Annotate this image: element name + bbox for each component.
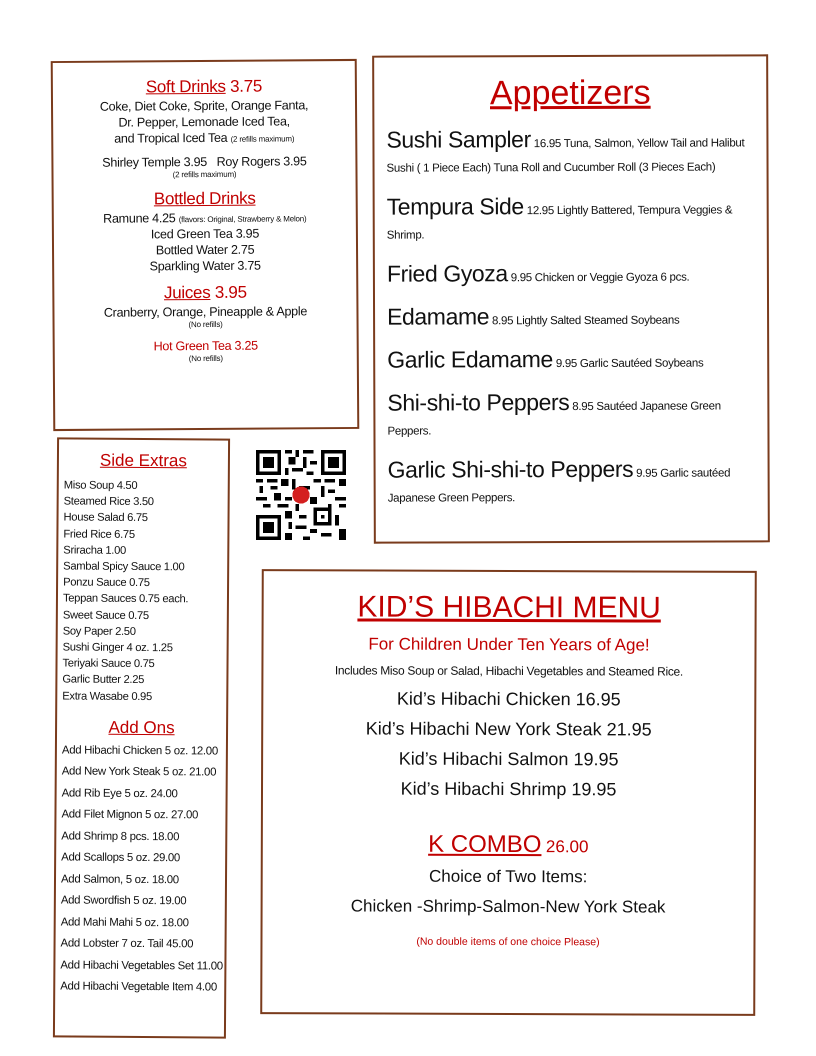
kids-menu-title: KID’S HIBACHI MENU	[357, 590, 661, 625]
kids-menu-subtitle: For Children Under Ten Years of Age!	[368, 634, 650, 655]
appetizer-name: Edamame	[387, 303, 490, 330]
juices-title: Juices	[163, 282, 211, 303]
soft-drinks-price: 3.75	[230, 76, 263, 96]
appetizer-desc: 9.95 Garlic sautéed Japanese Green Peppers.	[387, 467, 731, 505]
side-extras-title: Side Extras	[99, 450, 187, 471]
appetizer-name: Shi-shi-to Peppers	[387, 389, 570, 416]
list-item: Add Lobster 7 oz. Tail 45.00	[60, 937, 194, 951]
list-item: Add Mahi Mahi 5 oz. 18.00	[60, 916, 189, 930]
kids-menu-box	[260, 569, 757, 1016]
k-combo-price: 26.00	[545, 837, 589, 857]
appetizer-desc: 8.95 Lightly Salted Steamed Soybeans	[491, 314, 680, 328]
bottled-drinks-title: Bottled Drinks	[153, 188, 256, 209]
appetizer-item	[387, 303, 757, 333]
k-combo-line-2: Chicken -Shrimp-Salmon-New York Steak	[350, 896, 666, 917]
list-item: House Salad 6.75	[63, 511, 148, 525]
juices-price: 3.95	[214, 282, 247, 302]
temple-note: (2 refills maximum)	[172, 169, 237, 180]
kids-item: Kid’s Hibachi New York Steak 21.95	[365, 718, 652, 740]
juices-heading	[64, 281, 346, 305]
soft-drinks-line-3-wrap	[63, 129, 345, 147]
k-combo-heading	[263, 829, 754, 861]
list-item: Teppan Sauces 0.75 each.	[62, 592, 189, 606]
soft-drinks-title: Soft Drinks	[145, 76, 226, 97]
list-item: Ponzu Sauce 0.75	[63, 576, 150, 590]
appetizer-item	[388, 456, 758, 510]
k-combo-line-1: Choice of Two Items:	[428, 866, 588, 887]
list-item: Fried Rice 6.75	[63, 528, 135, 541]
soft-drinks-line-3: and Tropical Iced Tea	[114, 130, 228, 146]
list-item: Sweet Sauce 0.75	[62, 609, 149, 622]
appetizer-item	[387, 193, 757, 247]
juices-note: (No refills)	[188, 319, 223, 330]
list-item: Sambal Spicy Sauce 1.00	[63, 560, 185, 574]
ramune: Ramune 4.25	[103, 211, 176, 226]
list-item: Add Hibachi Chicken 5 oz. 12.00	[61, 744, 218, 758]
soft-drinks-note: (2 refills maximum)	[230, 134, 295, 144]
appetizer-desc: 8.95 Sautéed Japanese Green Peppers.	[387, 400, 721, 438]
list-item: Teriyaki Sauce 0.75	[62, 657, 155, 671]
appetizer-item	[386, 126, 756, 180]
list-item: Add New York Steak 5 oz. 21.00	[61, 765, 217, 779]
side-extras-list	[57, 477, 228, 705]
list-item: Sriracha 1.00	[63, 544, 127, 557]
list-item: Add Hibachi Vegetable Item 4.00	[60, 980, 217, 994]
list-item: Sushi Ginger 4 oz. 1.25	[62, 641, 173, 655]
list-item: Add Rib Eye 5 oz. 24.00	[61, 787, 178, 801]
hot-green-tea-note: (No refills)	[188, 353, 223, 364]
kids-item: Kid’s Hibachi Salmon 19.95	[398, 748, 619, 770]
appetizer-name: Garlic Shi-shi-to Peppers	[387, 455, 634, 483]
appetizer-name: Sushi Sampler	[386, 126, 531, 153]
kids-item: Kid’s Hibachi Shrimp 19.95	[400, 778, 617, 800]
k-combo-note: (No double items of one choice Please)	[416, 935, 600, 949]
k-combo-title: K COMBO	[428, 830, 542, 859]
appetizers-title: Appetizers	[489, 73, 651, 113]
hot-green-tea: Hot Green Tea 3.25	[153, 338, 258, 354]
appetizer-item	[387, 346, 757, 376]
add-ons-title: Add Ons	[108, 717, 175, 738]
appetizer-name: Tempura Side	[386, 193, 524, 220]
appetizer-desc: 16.95 Tuna, Salmon, Yellow Tail and Halibut Sushi ( 1 Piece Each) Tuna Roll and Cucumber Roll (3 Pieces Each)	[386, 137, 745, 175]
list-item: Add Hibachi Vegetables Set 11.00	[60, 959, 223, 973]
add-ons-list	[55, 740, 226, 999]
side-extras-box	[53, 437, 230, 1038]
list-item: Add Shrimp 8 pcs. 18.00	[61, 830, 180, 844]
appetizer-item	[387, 260, 757, 290]
list-item: Steamed Rice 3.50	[63, 495, 154, 509]
appetizer-item	[387, 389, 757, 443]
drinks-box	[51, 59, 360, 431]
iced-green-tea: Iced Green Tea 3.95	[150, 226, 260, 242]
list-item: Extra Wasabe 0.95	[62, 690, 152, 703]
list-item: Soy Paper 2.50	[62, 625, 136, 638]
temple-line: Shirley Temple 3.95 Roy Rogers 3.95	[102, 154, 307, 170]
bottled-water: Bottled Water 2.75	[155, 242, 255, 258]
kids-item: Kid’s Hibachi Chicken 16.95	[396, 688, 621, 710]
sparkling-water: Sparkling Water 3.75	[149, 258, 261, 274]
list-item: Add Swordfish 5 oz. 19.00	[60, 894, 187, 908]
appetizer-name: Garlic Edamame	[387, 346, 553, 373]
list-item: Miso Soup 4.50	[63, 479, 138, 492]
soft-drinks-line-1: Coke, Diet Coke, Sprite, Orange Fanta,	[99, 98, 309, 114]
list-item: Add Salmon, 5 oz. 18.00	[60, 873, 179, 887]
list-item: Add Filet Mignon 5 oz. 27.00	[61, 808, 199, 822]
ramune-line	[64, 209, 346, 227]
list-item: Garlic Butter 2.25	[62, 673, 145, 687]
appetizer-desc: 9.95 Garlic Sautéed Soybeans	[555, 357, 704, 371]
appetizer-desc: 9.95 Chicken or Veggie Gyoza 6 pcs.	[510, 271, 690, 285]
appetizer-desc: 12.95 Lightly Battered, Tempura Veggies & Shrimp.	[386, 204, 733, 242]
appetizers-box	[372, 54, 770, 543]
soft-drinks-line-2: Dr. Pepper, Lemonade Iced Tea,	[118, 114, 290, 130]
list-item: Add Scallops 5 oz. 29.00	[61, 851, 181, 865]
juices-line: Cranberry, Orange, Pineapple & Apple	[103, 304, 308, 320]
kids-items-list	[263, 683, 754, 805]
ramune-note: (flavors: Original, Strawberry & Melon)	[178, 214, 307, 225]
qr-code-icon[interactable]	[256, 450, 346, 540]
kids-menu-includes: Includes Miso Soup or Salad, Hibachi Vegetables and Steamed Rice.	[334, 663, 683, 679]
appetizer-name: Fried Gyoza	[386, 260, 508, 287]
soft-drinks-heading	[63, 75, 345, 99]
